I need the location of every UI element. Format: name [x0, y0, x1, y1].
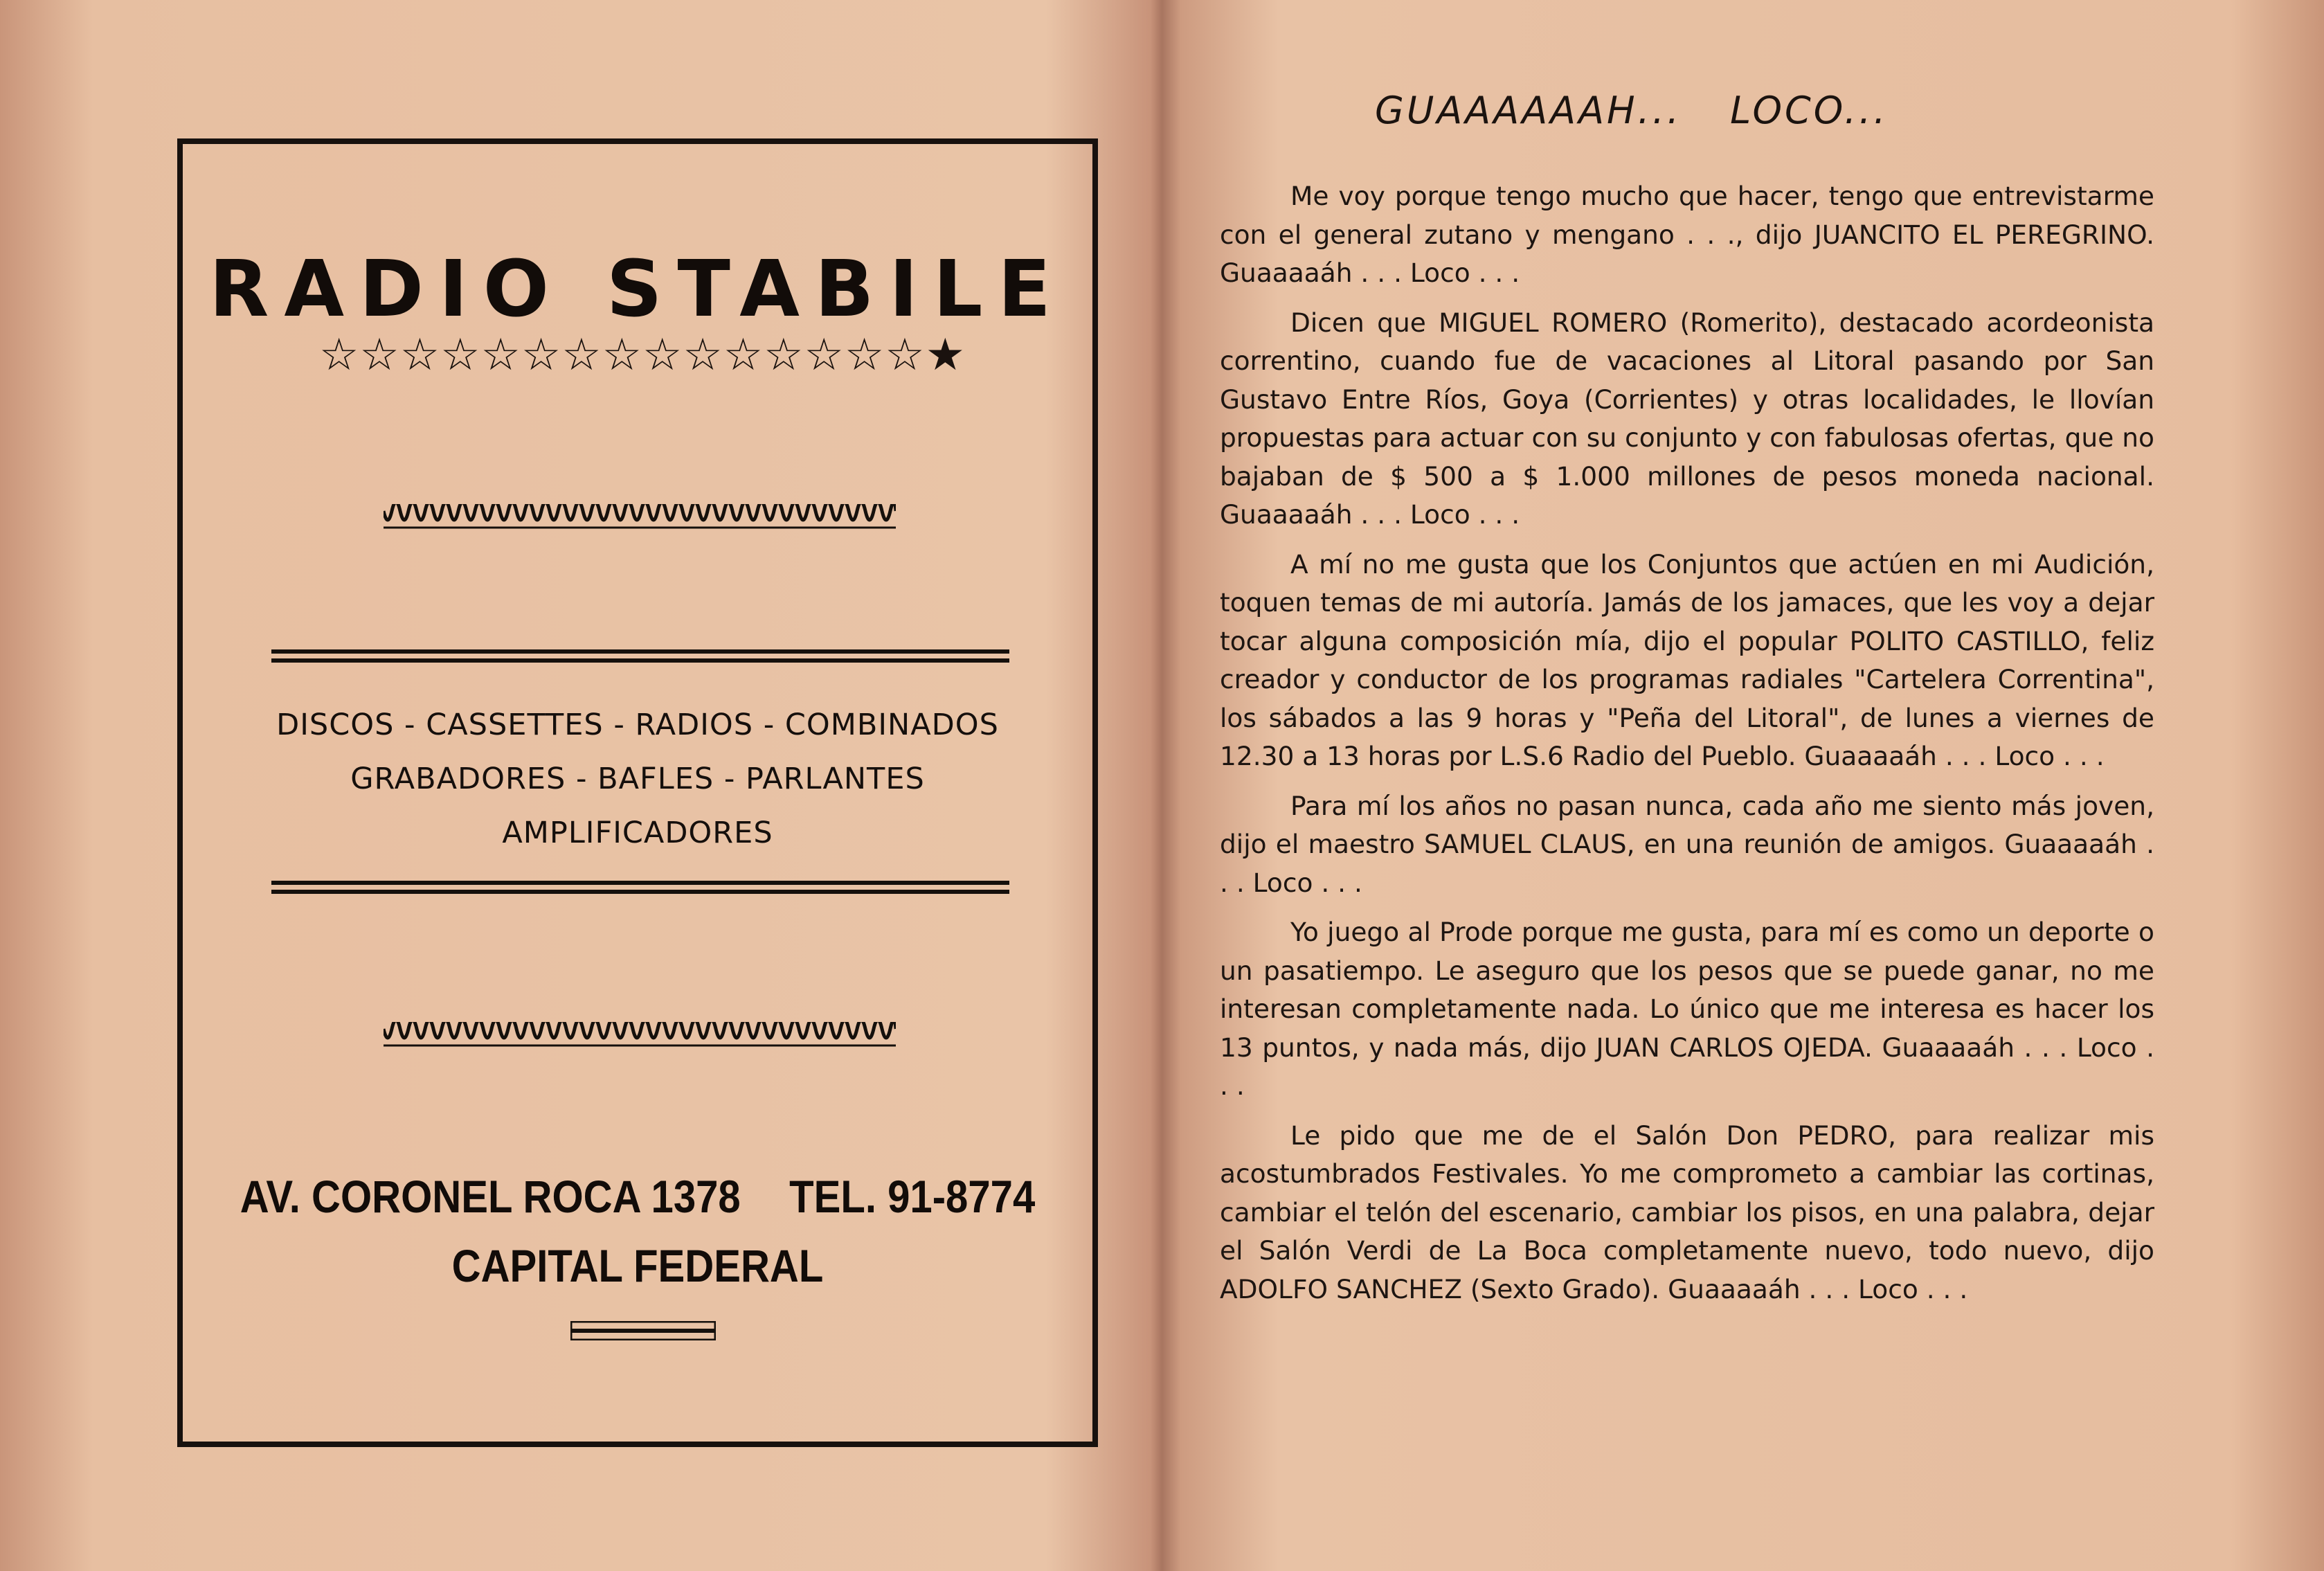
paragraph-2: Dicen que MIGUEL ROMERO (Romerito), destacado acordeonista correntino, cuando fue de vacaciones al Litoral pasando por San Gustavo Entre Ríos, Goya (Corrientes) y otras localidades, le llovían propuestas para actuar con su conjunto y con fabulosas ofertas, que no bajaban de $ 500 a $ 1.000 millones de pesos moneda nacional. Guaaaaáh . . . Loco . . . [1220, 307, 2154, 530]
ad-title: RADIO STABILE [209, 244, 1066, 334]
radio-stabile-ad [177, 138, 1098, 1447]
phone-number: TEL. 91-8774 [789, 1171, 1036, 1222]
bottom-bar-ornament [570, 1321, 716, 1340]
left-page [0, 0, 1155, 1571]
product-line-2: GRABADORES - BAFLES - PARLANTES [350, 762, 925, 796]
paragraph-3: A mí no me gusta que los Conjuntos que actúen en mi Audición, toquen temas de mi autoría. Jamás de los jamaces, que les voy a dejar tocar alguna composición mía, dijo el popular POLITO CASTILLO, feliz creador y conductor de los programas radiales "Cartelera Correntina", los sábados a las 9 horas y "Peña del Litoral", de lunes a viernes de 12.30 a 13 horas por L.S.6 Radio del Pueblo. Guaaaaáh . . . Loco . . . [1220, 548, 2154, 771]
product-list [183, 698, 1092, 860]
stars-row-icon: ☆☆☆☆☆☆☆☆☆☆☆☆☆☆☆★ [319, 330, 966, 381]
double-rule-bottom [271, 879, 1009, 896]
article-body [1220, 177, 2154, 1309]
paragraph-6: Le pido que me de el Salón Don PEDRO, para realizar mis acostumbrados Festivales. Yo me comprometo a cambiar las cortinas, cambiar el telón del escenario, cambiar los pisos, en una palabra, dejar el Salón Verdi de La Boca completamente nuevo, todo nuevo, dijo ADOLFO SANCHEZ (Sexto Grado). Guaaaaáh . . . Loco . . . [1220, 1120, 2154, 1304]
product-line-1: DISCOS - CASSETTES - RADIOS - COMBINADOS [276, 708, 999, 742]
zigzag-ornament-top [384, 504, 896, 532]
street-address: AV. CORONEL ROCA 1378 [240, 1171, 741, 1222]
ad-address-block [237, 1162, 1038, 1300]
heading-part-1: GUAAAAAAH... [1375, 89, 1682, 132]
zigzag-ornament-bottom [384, 1022, 896, 1050]
paragraph-4: Para mí los años no pasan nunca, cada año me siento más joven, dijo el maestro SAMUEL CLAUS, en una reunión de amigos. Guaaaaáh . . . Loco . . . [1220, 790, 2154, 898]
page-heading [1375, 89, 1889, 132]
product-line-3: AMPLIFICADORES [502, 816, 773, 850]
double-rule-top [271, 648, 1009, 665]
address-line [237, 1162, 1038, 1231]
paragraph-1: Me voy porque tengo mucho que hacer, tengo que entrevistarme con el general zutano y mengano . . ., dijo JUANCITO EL PEREGRINO. Guaaaaáh . . . Loco . . . [1220, 181, 2154, 288]
heading-part-2: LOCO... [1730, 89, 1889, 132]
city-line: CAPITAL FEDERAL [451, 1240, 824, 1291]
paragraph-5: Yo juego al Prode porque me gusta, para mí es como un deporte o un pasatiempo. Le aseguro que los pesos que se puede ganar, no me interesan completamente nada. Lo único que me interesa es hacer los 13 puntos, y nada más, dijo JUAN CARLOS OJEDA. Guaaaaáh . . . Loco . . . [1220, 917, 2154, 1101]
